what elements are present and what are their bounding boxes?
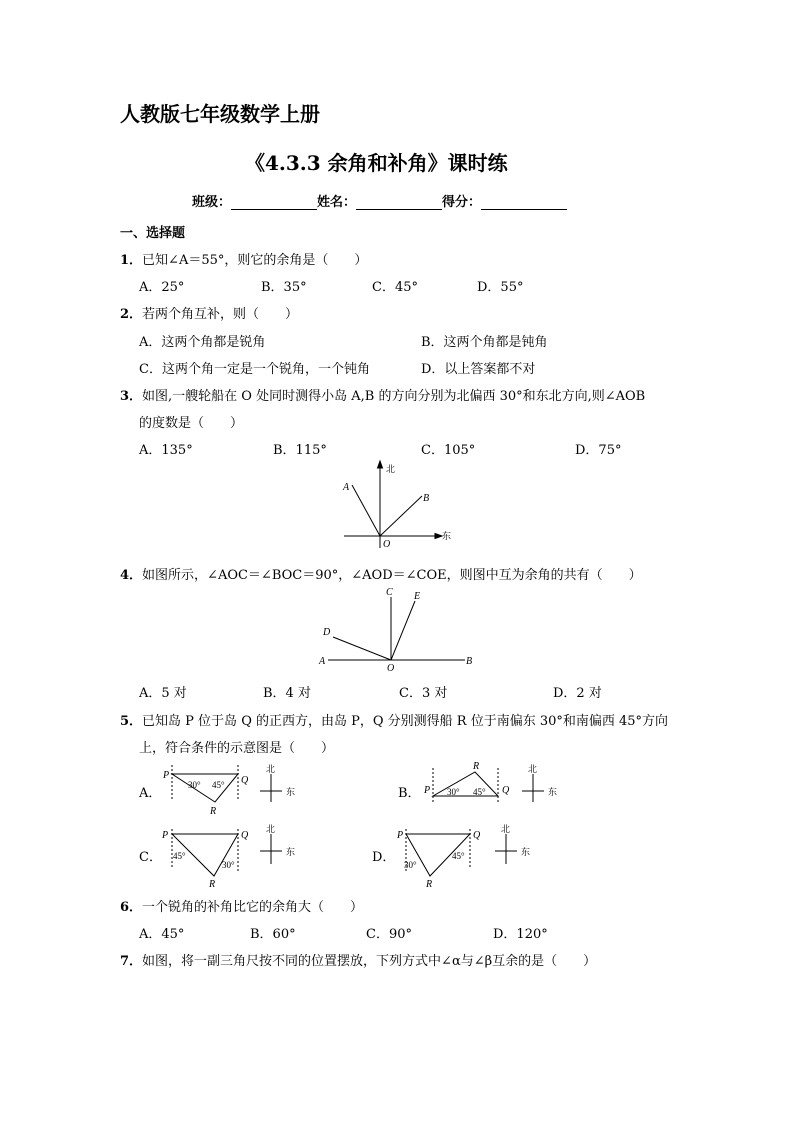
question-stem: 一个锐角的补角比它的余角大（ ）: [142, 900, 364, 915]
student-info-row: [192, 191, 567, 210]
option: D．55°: [477, 280, 524, 295]
option: C．90°: [366, 927, 412, 942]
point-b-label: B: [423, 493, 430, 504]
angle-45-label: 45°: [473, 787, 486, 797]
question-stem: 如图所示，∠AOC＝∠BOC＝90°，∠AOD＝∠COE，则图中互为余角的共有（ ）: [142, 568, 642, 583]
point-p-label: P: [424, 785, 431, 796]
angle-45-label: 45°: [173, 851, 186, 861]
point-q-label: Q: [241, 830, 249, 841]
point-r-label: R: [473, 761, 480, 772]
angle-30-label: 30°: [222, 860, 235, 870]
question-number: 7．: [120, 954, 143, 969]
class-label: 班级：: [192, 195, 232, 210]
point-r-label: R: [426, 879, 433, 890]
question-stem: 如图，将一副三角尺按不同的位置摆放，下列方式中∠α与∠β互余的是（ ）: [142, 954, 597, 969]
option: D．以上答案都不对: [421, 362, 536, 377]
option-label-a: A．: [139, 786, 162, 801]
option: C．3 对: [399, 686, 448, 701]
point-p-label: P: [162, 830, 169, 841]
point-o-label: O: [383, 539, 391, 550]
point-e-label: E: [414, 591, 421, 602]
point-a-label: A: [319, 656, 326, 667]
triangle-pqr: [172, 774, 238, 802]
option: B．115°: [273, 443, 327, 458]
q3-direction-figure: [330, 458, 470, 553]
question-3: [120, 385, 645, 404]
east-label: 东: [286, 848, 296, 858]
point-q-label: Q: [241, 775, 249, 786]
name-blank: [356, 197, 442, 210]
option: B．这两个角都是钝角: [421, 335, 548, 350]
ray-oe: [391, 601, 415, 660]
north-label: 北: [528, 765, 538, 775]
question-5: [120, 710, 668, 729]
option: A．这两个角都是锐角: [139, 335, 266, 350]
option: C．这两个角一定是一个锐角，一个钝角: [139, 362, 370, 377]
north-arrow: [378, 461, 383, 468]
section-title: 一、选择题: [120, 226, 186, 241]
option: D．120°: [493, 927, 548, 942]
option: C．105°: [421, 443, 476, 458]
north-label: 北: [266, 765, 276, 775]
score-blank: [481, 197, 567, 210]
question-7: [120, 950, 596, 969]
angle-30-label: 30°: [404, 860, 417, 870]
point-a-label: A: [343, 482, 350, 493]
question-number: 2．: [120, 307, 143, 322]
north-label: 北: [266, 825, 276, 835]
triangle-pqr: [433, 772, 498, 796]
north-label: 北: [501, 825, 511, 835]
class-blank: [231, 197, 317, 210]
angle-30-label: 30°: [447, 787, 460, 797]
ray-od: [333, 637, 391, 660]
question-stem: 如图,一艘轮船在 O 处同时测得小岛 A,B 的方向分别为北偏西 30°和东北方向,则∠AOB: [142, 389, 646, 404]
question-4: [120, 564, 642, 583]
point-o-label: O: [387, 663, 395, 674]
question-stem: 若两个角互补，则（ ）: [142, 307, 299, 322]
option: A．45°: [139, 927, 185, 942]
east-label: 东: [442, 532, 452, 542]
option: B．4 对: [263, 686, 311, 701]
question-stem: 已知∠A＝55°，则它的余角是（ ）: [142, 253, 368, 268]
q5-option-c-figure: [158, 824, 308, 890]
question-stem-continued: 的度数是（ ）: [139, 416, 244, 431]
angle-45-label: 45°: [212, 780, 225, 790]
q4-angle-figure: [315, 585, 480, 675]
question-6: [120, 896, 363, 915]
east-arrow: [435, 534, 442, 539]
ray-ob: [380, 496, 422, 536]
question-stem: 已知岛 P 位于岛 Q 的正西方，由岛 P，Q 分别测得船 R 位于南偏东 30°和南偏西 45°方向: [142, 714, 669, 729]
option-label-d: D．: [372, 850, 396, 865]
option: B．60°: [250, 927, 296, 942]
point-r-label: R: [209, 879, 216, 890]
question-number: 1．: [120, 253, 143, 268]
question-1: [120, 249, 367, 268]
question-2: [120, 303, 298, 322]
point-d-label: D: [323, 627, 331, 638]
angle-45-label: 45°: [452, 851, 465, 861]
question-stem-continued: 上，符合条件的示意图是（ ）: [139, 741, 335, 756]
publisher-line: 人教版七年级数学上册: [120, 102, 320, 126]
q5-option-d-figure: [396, 824, 546, 890]
point-p-label: P: [163, 770, 170, 781]
point-q-label: Q: [473, 830, 481, 841]
option: A．135°: [139, 443, 193, 458]
option: D．2 对: [553, 686, 602, 701]
north-label: 北: [386, 465, 396, 475]
option: D．75°: [575, 443, 622, 458]
option-label-b: B．: [398, 786, 421, 801]
q5-option-b-figure: [418, 760, 568, 810]
question-number: 3．: [120, 389, 143, 404]
east-label: 东: [521, 848, 531, 858]
option-label-c: C．: [139, 850, 162, 865]
question-number: 4．: [120, 568, 143, 583]
option: A．25°: [139, 280, 185, 295]
point-q-label: Q: [502, 785, 510, 796]
page-title: 《4.3.3 余角和补角》课时练: [245, 151, 508, 175]
q5-option-a-figure: [158, 762, 306, 820]
east-label: 东: [286, 788, 296, 798]
question-number: 5．: [120, 714, 143, 729]
point-p-label: P: [397, 830, 404, 841]
score-label: 得分：: [442, 195, 482, 210]
name-label: 姓名：: [317, 195, 357, 210]
ray-oa: [352, 485, 380, 536]
option: B．35°: [261, 280, 307, 295]
point-c-label: C: [386, 587, 393, 598]
question-number: 6．: [120, 900, 143, 915]
angle-30-label: 30°: [188, 780, 201, 790]
option: C．45°: [372, 280, 418, 295]
option: A．5 对: [139, 686, 187, 701]
point-b-label: B: [466, 656, 473, 667]
east-label: 东: [548, 788, 558, 798]
point-r-label: R: [210, 806, 217, 817]
